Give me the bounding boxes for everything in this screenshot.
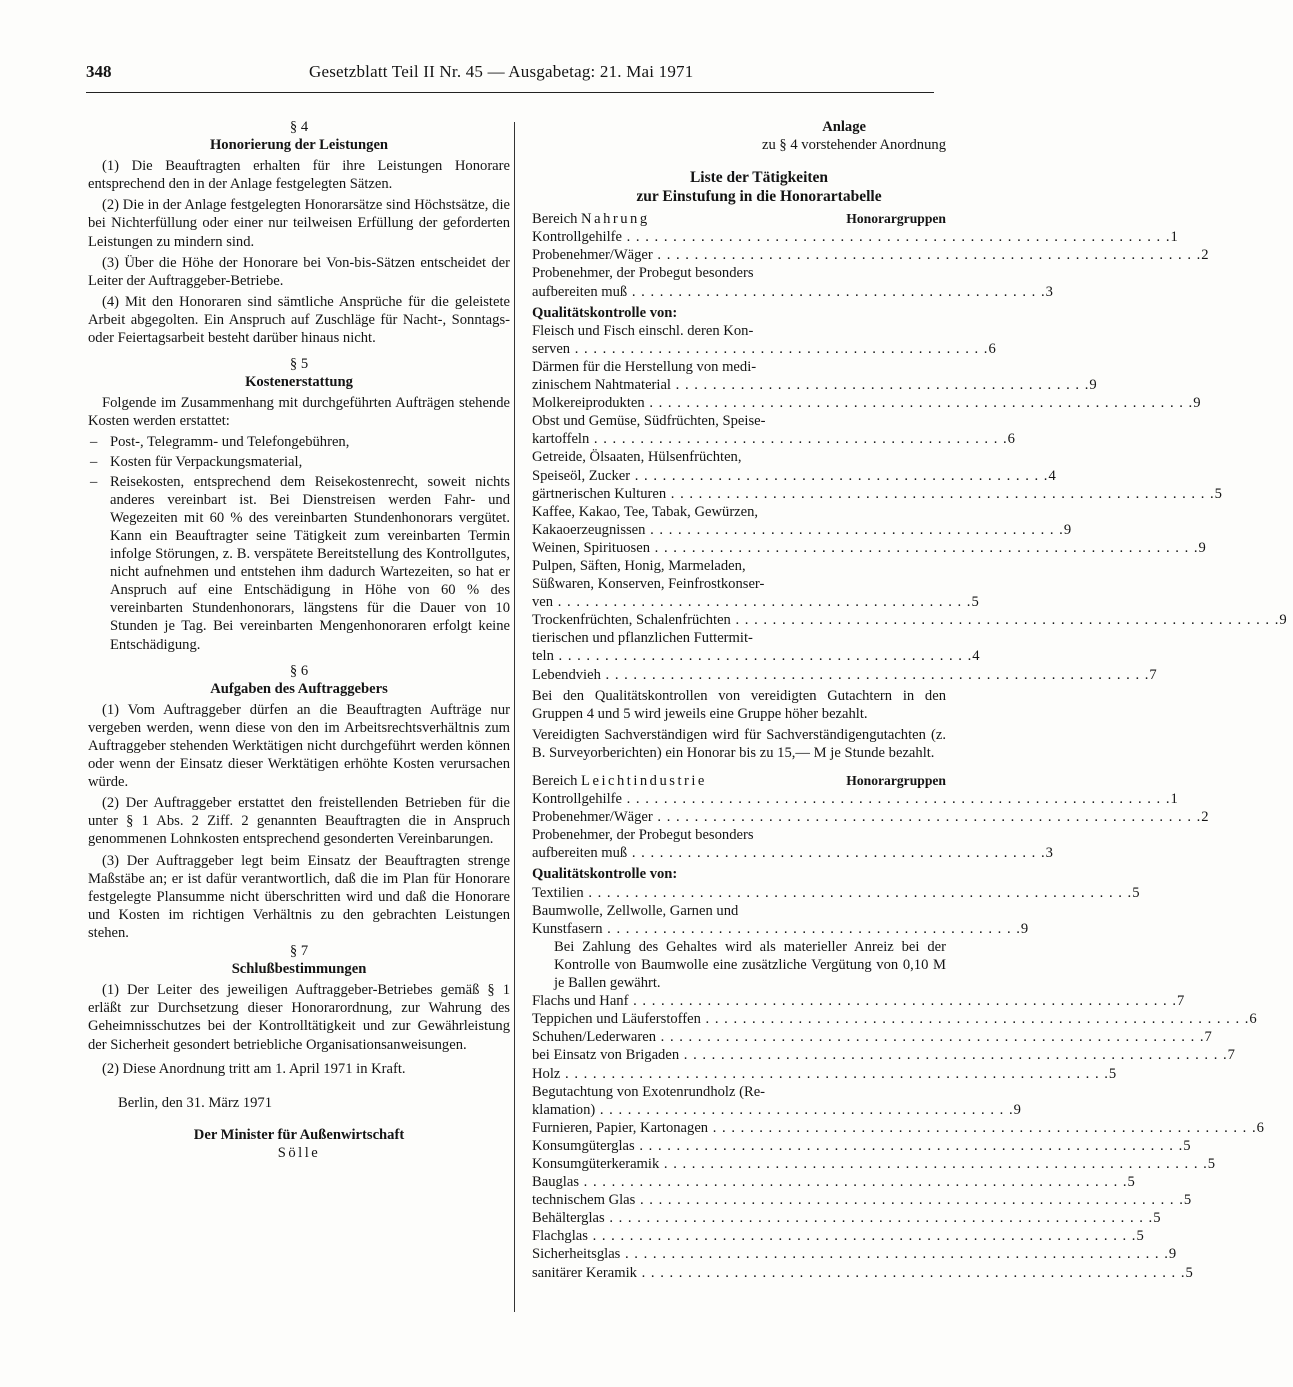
annex-title: Anlage [822, 119, 866, 135]
list-item: Kontrollgehilfe . . . 1 [532, 228, 946, 246]
note-gutachter: Bei den Qualitätskontrollen von vereidigten Gutachtern in den Gruppen 4 und 5 wird jeweils eine Gruppe höher bezahlt. [532, 687, 946, 722]
section-6-number: § 6 [289, 662, 309, 679]
section-7-para-2: (2) Diese Anordnung tritt am 1. April 1971 in Kraft. [102, 1060, 406, 1077]
list-item: Obst und Gemüse, Südfrüchten, Speise- kartoffeln . . . 6 [532, 412, 946, 448]
honorargruppen-label: Honorargruppen [846, 211, 946, 227]
list-item: Baumwolle, Zellwolle, Garnen und Kunstfasern . . . 9 [532, 902, 946, 938]
section-6-para-3: (3) Der Auftraggeber legt beim Einsatz der Beauftragten strenge Maßstäbe an; er ist dafür verantwortlich, daß die im Plan für Honorare festgelegte Plansumme nicht überschritten wird und daß die Honorare und Kosten im richtigen Verhältnis zu den gebrachten Leistungen stehen. [88, 852, 510, 941]
place-date: Berlin, den 31. März 1971 [118, 1094, 273, 1111]
list-item: Konsumgüterkeramik . . . 5 [532, 1155, 946, 1173]
list-item: Probenehmer, der Probegut besonders aufbereiten muß . . . 3 [532, 264, 946, 300]
list-item: Weinen, Spirituosen . . . 9 [532, 539, 946, 557]
section-5-number: § 5 [289, 356, 309, 373]
list-item: Trockenfrüchten, Schalenfrüchten . . . 9 [532, 611, 946, 629]
list-item: Probenehmer/Wäger . . . 2 [532, 246, 946, 264]
column-divider [514, 122, 515, 1312]
minister-title: Der Minister für Außenwirtschaft [193, 1126, 405, 1143]
section-4-para-1: (1) Die Beauftragten erhalten für ihre Leistungen Honorare entsprechend den in der Anlage festgelegten Sätzen. [88, 158, 510, 193]
section-7-number: § 7 [289, 943, 309, 960]
list-item: sanitärer Keramik . . . 5 [532, 1264, 946, 1282]
list-title-line-2: zur Einstufung in die Honorartabelle [636, 188, 882, 206]
list-item: technischem Glas . . . 5 [532, 1191, 946, 1209]
section-4-para-3: (3) Über die Höhe der Honorare bei Von-bis-Sätzen entscheidet der Leiter der Auftraggeber-Betriebe. [88, 254, 510, 289]
page-number: 348 [86, 62, 112, 81]
running-head: Gesetzblatt Teil II Nr. 45 — Ausgabetag: 21. Mai 1971 [309, 62, 694, 81]
list-item: Schuhen/Lederwaren . . . 7 [532, 1028, 946, 1046]
bereich-prefix: Bereich [532, 211, 578, 228]
list-title [532, 168, 946, 206]
right-column [532, 118, 1287, 1282]
section-6-para-2: (2) Der Auftraggeber erstattet den freistellenden Betrieben für die unter § 1 Abs. 2 Ziff. 2 genannten Beauftragten die in Anspruch genommenen Lohnkosten entsprechend gesonderten Vereinbarungen. [88, 795, 510, 848]
list-item: Getreide, Ölsaaten, Hülsenfrüchten, Speiseöl, Zucker . . . 4 [532, 448, 946, 484]
annex-reference: zu § 4 vorstehender Anordnung [761, 137, 946, 154]
list-item: Probenehmer, der Probegut besonders aufbereiten muß . . . 3 [532, 826, 946, 862]
list-item: Teppichen und Läuferstoffen . . . 6 [532, 1010, 946, 1028]
page-header [86, 60, 934, 93]
section-5-dash-3: – Reisekosten, entsprechend dem Reisekostenrecht, soweit nichts anderes vereinbart ist. Bei Dienstreisen werden Fahr- und Wegezeiten mit 60 % des vereinbarten Stundenhonorars vergütet. Kann ein Beauftragter seine Tätigkeit zum vereinbarten Termin infolge Störungen, z. B. verspätete Bereitstellung des Kontrollgutes, nicht aufnehmen und entstehen ihm dadurch Wartezeiten, so hat er Anspruch auf eine Entschädigung in Höhe von 60 % des vereinbarten Stundenhonorars, längstens für die Dauer von 10 Stunden je Tag. Bei vereinbarten Mengenhonoraren erfolgt keine Entschädigung. [88, 473, 510, 654]
note-sachverstaendige: Vereidigten Sachverständigen wird für Sachverständigengutachten (z. B. Surveyorberichten) ein Honorar bis zu 15,— M je Stunde bezahlt. [532, 726, 946, 761]
section-6-title: Aufgaben des Auftraggebers [210, 680, 388, 697]
left-column [88, 118, 510, 1162]
signatory-name: Sölle [277, 1144, 321, 1161]
list-item: Molkereiprodukten . . . 9 [532, 394, 946, 412]
baumwolle-note: Bei Zahlung des Gehaltes wird als materieller Anreiz bei der Kontrolle von Baumwolle eine zusätzliche Vergütung von 0,10 M je Ballen gewährt. [554, 938, 946, 992]
bereich-prefix: Bereich [532, 773, 578, 789]
section-nahrung-header [532, 210, 946, 228]
bereich-name: Nahrung [581, 211, 650, 228]
list-item: Furnieren, Papier, Kartonagen . . . 6 [532, 1119, 946, 1137]
section-6-para-1: (1) Vom Auftraggeber dürfen an die Beauftragten Aufträge nur vergeben werden, wenn diese von den im Arbeitsrechtsverhältnis zum Auftraggeber stehenden Werktätigen nicht durchgeführt werden können oder wenn der Einsatz dieser Werktätigen erhöhte Kosten verursachen würde. [88, 701, 510, 791]
list-item: Textilien . . . 5 [532, 884, 946, 902]
bereich-name: Leichtindustrie [581, 773, 707, 789]
section-leichtindustrie-header [532, 772, 946, 790]
honorargruppen-label: Honorargruppen [846, 773, 946, 788]
list-item: Kaffee, Kakao, Tee, Tabak, Gewürzen, Kakaoerzeugnissen . . . 9 [532, 503, 946, 539]
section-4-title: Honorierung der Leistungen [209, 137, 389, 154]
list-item: Konsumgüterglas . . . 5 [532, 1137, 946, 1155]
list-item: tierischen und pflanzlichen Futtermit- teln . . . 4 [532, 629, 946, 665]
list-item: Pulpen, Säften, Honig, Marmeladen, Süßwaren, Konserven, Feinfrostkonser- ven . . . 5 [532, 557, 946, 611]
list-title-line-1: Liste der Tätigkeiten [689, 169, 829, 187]
section-4-para-4: (4) Mit den Honoraren sind sämtliche Ansprüche für die geleistete Arbeit abgegolten. Ein Anspruch auf Zuschläge für Nacht-, Sonntags- oder Feiertagsarbeit besteht darüber hinaus nicht. [88, 293, 510, 347]
section-7-title: Schlußbestimmungen [231, 961, 367, 978]
list-item: Lebendvieh . . . 7 [532, 666, 946, 684]
section-5-title: Kostenerstattung [245, 374, 353, 391]
section-4-para-2: (2) Die in der Anlage festgelegten Honorarsätze sind Höchstsätze, die bei Nichterfüllung oder einer nur teilweisen Erfüllung der geforderten Leistungen zu mindern sind. [88, 197, 510, 250]
section-5-dash-2: – Kosten für Verpackungsmaterial, [88, 453, 510, 471]
section-7-para-1: (1) Der Leiter des jeweiligen Auftraggeber-Betriebes gemäß § 1 erläßt zur Durchsetzung dieser Honorarordnung, zur Wahrung des Geheimnisschutzes bei der Kontrolltätigkeit und zur Gewährleistung der Sicherheit gesondert betriebliche Organisationsanweisungen. [88, 982, 510, 1053]
list-item: Därmen für die Herstellung von medi- zinischem Nahtmaterial . . . 9 [532, 358, 946, 394]
list-item: Probenehmer/Wäger . . . 2 [532, 808, 946, 826]
section-5-intro: Folgende im Zusammenhang mit durchgeführten Aufträgen stehende Kosten werden erstattet: [88, 395, 510, 430]
list-item: Holz . . . 5 [532, 1065, 946, 1083]
list-item: Fleisch und Fisch einschl. deren Kon- serven . . . 6 [532, 322, 946, 358]
list-item: Sicherheitsglas . . . 9 [532, 1245, 946, 1263]
list-item: Kontrollgehilfe . . . 1 [532, 790, 946, 808]
list-item: bei Einsatz von Brigaden . . . 7 [532, 1046, 946, 1064]
list-item: gärtnerischen Kulturen . . . 5 [532, 485, 946, 503]
list-item: Bauglas . . . 5 [532, 1173, 946, 1191]
list-item: Flachs und Hanf . . . 7 [532, 992, 946, 1010]
qk-label: Qualitätskontrolle von: [532, 304, 678, 321]
section-4-number: § 4 [289, 119, 309, 135]
section-5-dash-1: – Post-, Telegramm- und Telefongebühren, [88, 433, 510, 451]
list-item: Flachglas . . . 5 [532, 1227, 946, 1245]
list-item: Begutachtung von Exotenrundholz (Re- klamation) . . . 9 [532, 1083, 946, 1119]
qk-label: Qualitätskontrolle von: [532, 866, 678, 883]
list-item: Behälterglas . . . 5 [532, 1209, 946, 1227]
